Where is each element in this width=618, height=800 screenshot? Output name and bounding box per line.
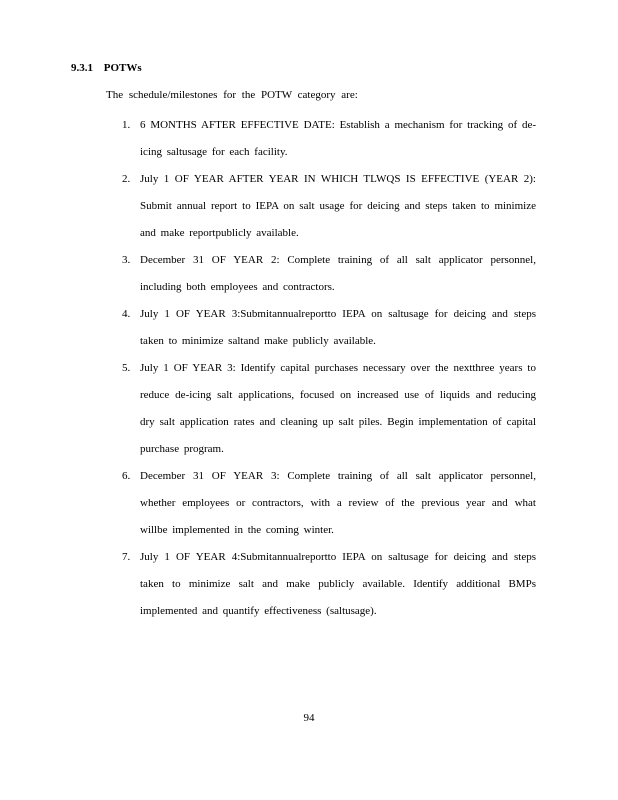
section-title: POTWs xyxy=(103,62,142,74)
milestone-number: 5. xyxy=(122,362,131,374)
milestone-item xyxy=(106,355,536,463)
section-number: 9.3.1 xyxy=(71,62,93,74)
milestone-text: December 31 OF YEAR 3: Complete training of all salt applicator personnel, whether employees or contractors, with a review of the previous year and what willbe implemented in the coming winter. xyxy=(140,470,536,536)
milestone-text: July 1 OF YEAR 4:Submitannualreportto IEPA on saltusage for deicing and steps taken to minimize salt and make publicly available. Identify additional BMPs implemented and quantify effectiveness (saltusage). xyxy=(140,551,536,617)
milestone-text: 6 MONTHS AFTER EFFECTIVE DATE: Establish a mechanism for tracking of de-icing saltusage for each facility. xyxy=(140,119,536,158)
milestone-number: 4. xyxy=(122,308,131,320)
milestone-list xyxy=(106,112,536,625)
milestone-number: 3. xyxy=(122,254,131,266)
milestone-number: 7. xyxy=(122,551,131,563)
page-number: 94 xyxy=(303,712,315,724)
intro-text: The schedule/milestones for the POTW category are: xyxy=(106,89,358,101)
milestone-text: December 31 OF YEAR 2: Complete training of all salt applicator personnel, including both employees and contractors. xyxy=(140,254,536,293)
section-heading xyxy=(71,59,142,77)
milestone-text: July 1 OF YEAR 3:Submitannualreportto IEPA on saltusage for deicing and steps taken to minimize saltand make publicly available. xyxy=(140,308,536,347)
milestone-item xyxy=(106,301,536,355)
milestone-item xyxy=(106,544,536,625)
milestone-item xyxy=(106,112,536,166)
milestone-text: July 1 OF YEAR AFTER YEAR IN WHICH TLWQS IS EFFECTIVE (YEAR 2): Submit annual report to IEPA on salt usage for deicing and steps taken to minimize and make reportpublicly available. xyxy=(140,173,536,239)
milestone-number: 2. xyxy=(122,173,131,185)
milestone-item xyxy=(106,463,536,544)
milestone-item xyxy=(106,247,536,301)
milestone-number: 1. xyxy=(122,119,131,131)
milestone-item xyxy=(106,166,536,247)
milestone-text: July 1 OF YEAR 3: Identify capital purchases necessary over the nextthree years to reduce de-icing salt applications, focused on increased use of liquids and reducing dry salt application rates and cleaning up salt piles. Begin implementation of capital purchase program. xyxy=(140,362,536,455)
milestone-number: 6. xyxy=(122,470,131,482)
